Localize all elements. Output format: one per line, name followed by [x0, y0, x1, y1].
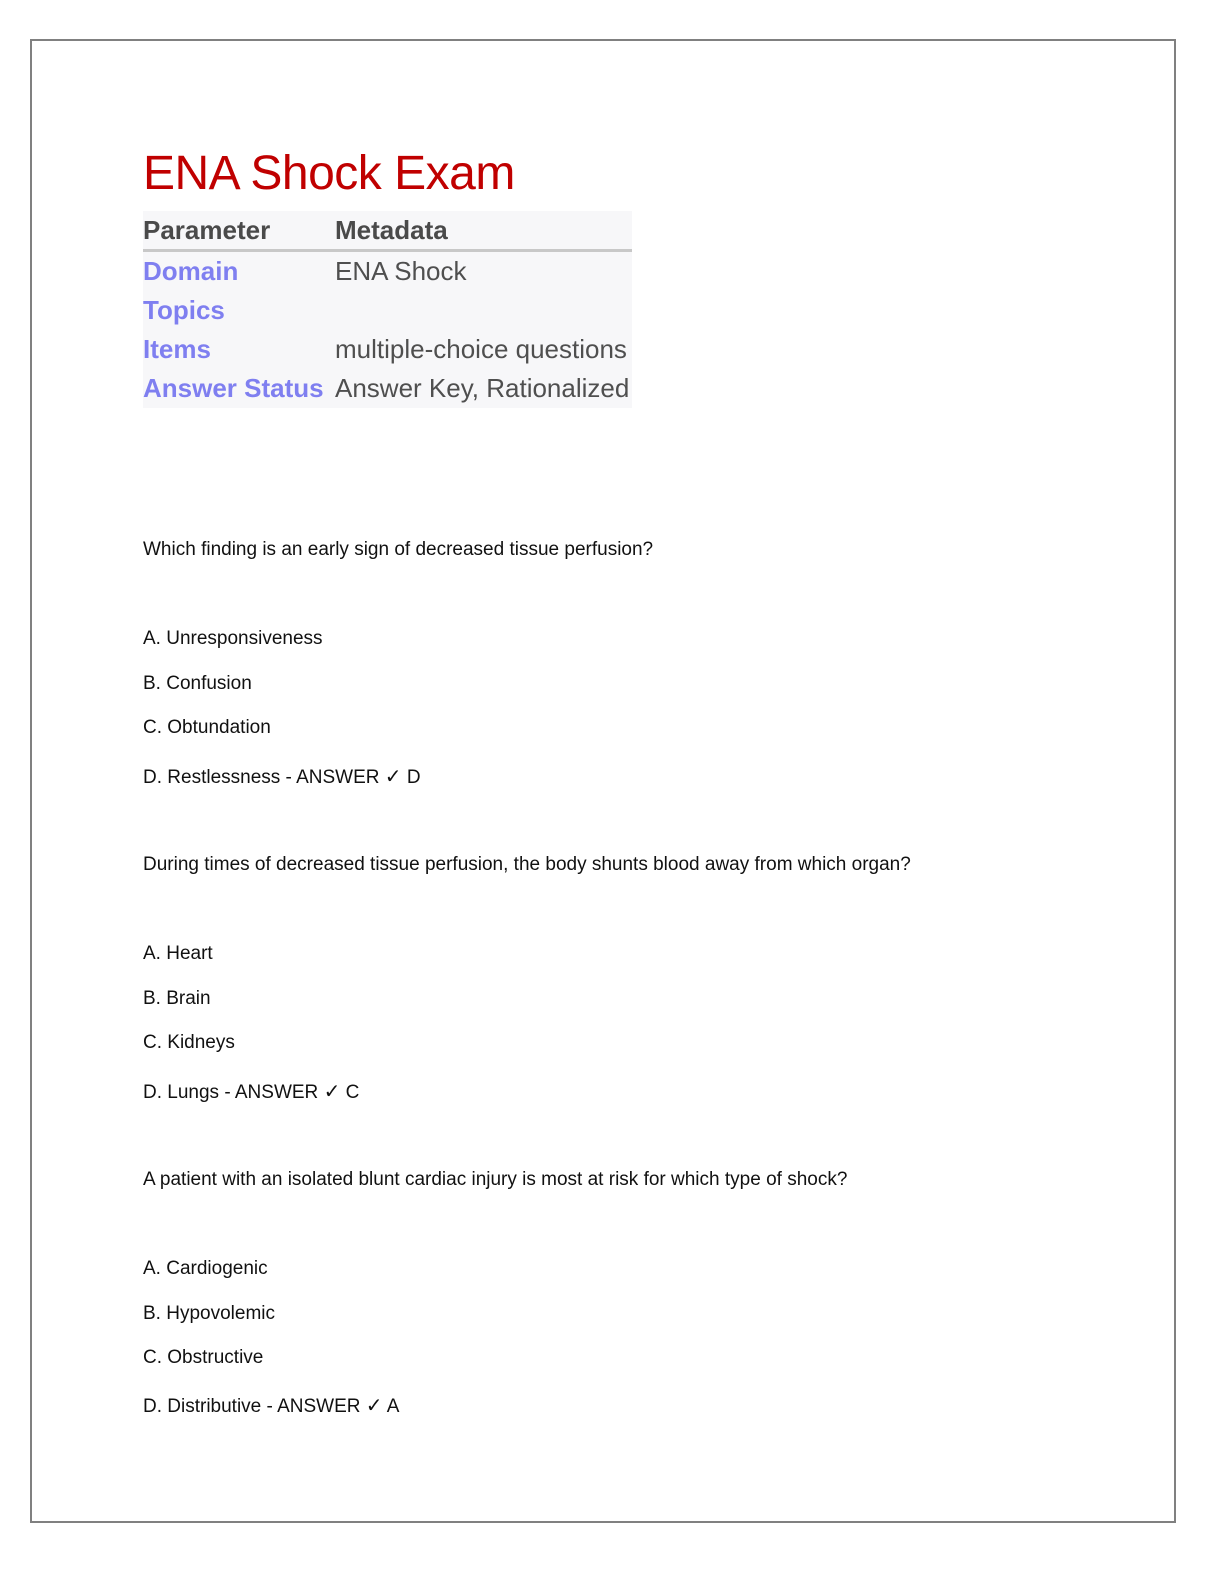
answer-option-with-key [143, 764, 421, 789]
question-prompt: A patient with an isolated blunt cardiac injury is most at risk for which type of shock? [143, 1169, 848, 1190]
metadata-row-answer-status [143, 369, 632, 408]
answer-option: A. Heart [143, 943, 213, 964]
checkmark-icon: ✓ [384, 764, 402, 788]
metadata-row-topics [143, 291, 632, 330]
correct-answer: D [406, 767, 421, 788]
option-text: D. Distributive - ANSWER [143, 1396, 361, 1417]
answer-option: B. Brain [143, 988, 211, 1009]
metadata-table [143, 211, 632, 408]
document-title: ENA Shock Exam [143, 147, 515, 200]
metadata-row-items [143, 330, 632, 369]
metadata-key: Items [143, 334, 211, 364]
parameter-column-header: Parameter [143, 211, 335, 251]
answer-option: B. Confusion [143, 673, 252, 694]
answer-option: A. Cardiogenic [143, 1258, 268, 1279]
answer-option-with-key [143, 1393, 399, 1418]
metadata-header-row [143, 211, 632, 251]
metadata-key: Answer Status [143, 373, 324, 403]
question-prompt: Which finding is an early sign of decreased tissue perfusion? [143, 539, 654, 560]
checkmark-icon: ✓ [323, 1079, 341, 1103]
answer-option: B. Hypovolemic [143, 1303, 275, 1324]
option-text: D. Restlessness - ANSWER [143, 767, 380, 788]
metadata-row-domain [143, 251, 632, 292]
metadata-key: Domain [143, 256, 239, 286]
correct-answer: A [386, 1396, 400, 1417]
answer-option: C. Kidneys [143, 1032, 235, 1053]
metadata-key: Topics [143, 295, 225, 325]
correct-answer: C [345, 1082, 360, 1103]
checkmark-icon: ✓ [365, 1393, 383, 1417]
answer-option-with-key [143, 1079, 359, 1104]
answer-option: A. Unresponsiveness [143, 628, 323, 649]
answer-option: C. Obtundation [143, 717, 271, 738]
metadata-value: Answer Key, Rationalized [335, 373, 630, 403]
metadata-value [335, 291, 632, 330]
question-prompt: During times of decreased tissue perfusion, the body shunts blood away from which organ? [143, 854, 911, 875]
answer-option: C. Obstructive [143, 1347, 264, 1368]
metadata-value: ENA Shock [335, 256, 467, 286]
option-text: D. Lungs - ANSWER [143, 1082, 319, 1103]
metadata-column-header: Metadata [335, 211, 632, 251]
metadata-value: multiple-choice questions [335, 334, 627, 364]
